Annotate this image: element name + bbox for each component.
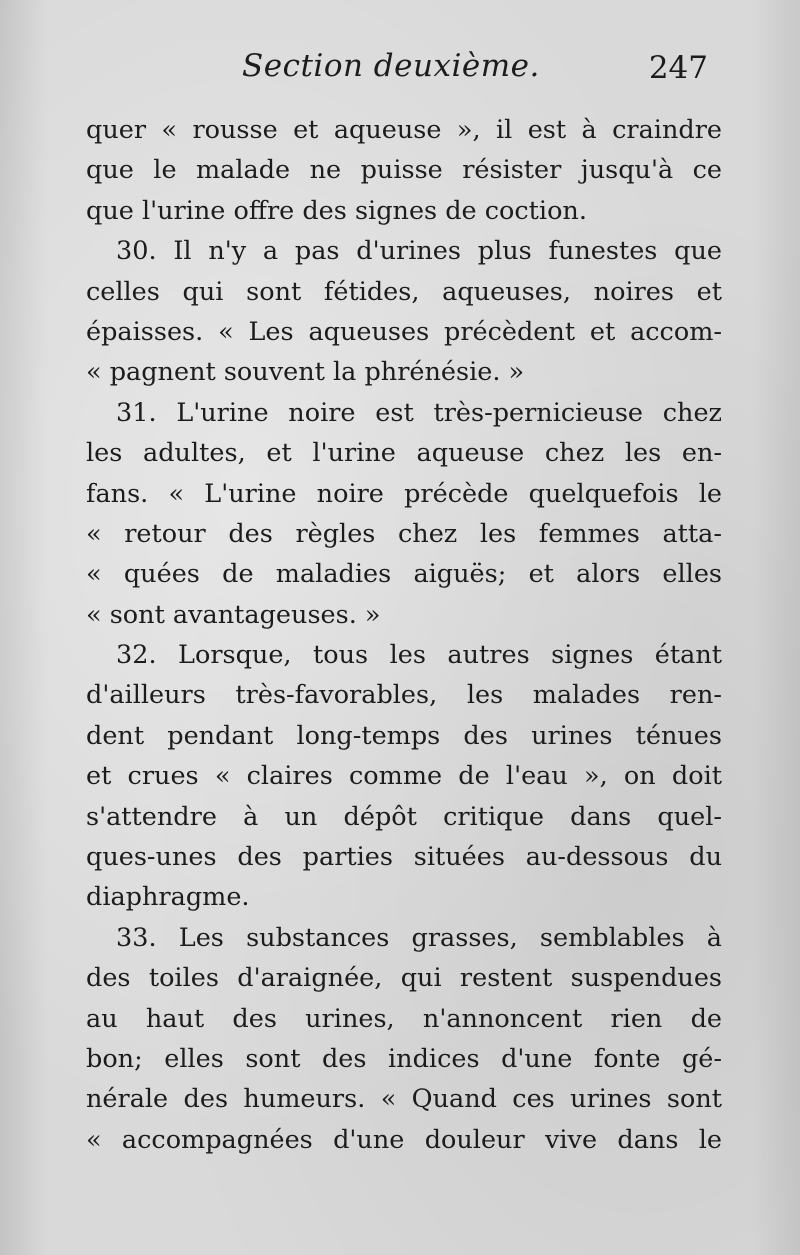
text-line: « sont avantageuses. » xyxy=(86,599,381,630)
running-head-title: Section deuxième. xyxy=(242,48,540,84)
text-line: 32. Lorsque, tous les autres signes étant xyxy=(116,640,722,671)
text-line: « retour des règles chez les femmes atta- xyxy=(86,518,722,549)
text-line: ques-unes des parties situées au-dessous du xyxy=(86,842,722,873)
text-line: s'attendre à un dépôt critique dans quel- xyxy=(86,801,722,832)
text-line: que le malade ne puisse résister jusqu'à ce xyxy=(86,155,722,186)
text-line: des toiles d'araignée, qui restent suspendues xyxy=(86,963,722,994)
text-line: que l'urine offre des signes de coction. xyxy=(86,195,587,226)
text-line: les adultes, et l'urine aqueuse chez les en- xyxy=(86,438,722,469)
text-line: épaisses. « Les aqueuses précèdent et accom- xyxy=(86,316,722,347)
text-line: « accompagnées d'une douleur vive dans le xyxy=(86,1124,722,1155)
text-line: celles qui sont fétides, aqueuses, noires et xyxy=(86,276,722,307)
text-line: d'ailleurs très-favorables, les malades ren- xyxy=(86,680,722,711)
text-line: diaphragme. xyxy=(86,882,250,913)
text-line: « pagnent souvent la phrénésie. » xyxy=(86,357,525,388)
text-line: 33. Les substances grasses, semblables à xyxy=(116,922,722,953)
text-line: au haut des urines, n'annoncent rien de xyxy=(86,1003,722,1034)
text-line: « quées de maladies aiguës; et alors elles xyxy=(86,559,722,590)
text-line: 30. Il n'y a pas d'urines plus funestes que xyxy=(116,236,722,267)
text-line: fans. « L'urine noire précède quelquefois le xyxy=(86,478,722,509)
text-line: nérale des humeurs. « Quand ces urines sont xyxy=(86,1084,722,1115)
text-line: dent pendant long-temps des urines ténues xyxy=(86,720,722,751)
text-line: bon; elles sont des indices d'une fonte gé- xyxy=(86,1043,722,1074)
body-text xyxy=(86,110,722,1160)
page-number: 247 xyxy=(648,50,708,86)
text-line: 31. L'urine noire est très-pernicieuse chez xyxy=(116,397,722,428)
text-line: quer « rousse et aqueuse », il est à craindre xyxy=(86,115,722,145)
running-head xyxy=(80,48,720,96)
text-line: et crues « claires comme de l'eau », on doit xyxy=(86,761,722,792)
